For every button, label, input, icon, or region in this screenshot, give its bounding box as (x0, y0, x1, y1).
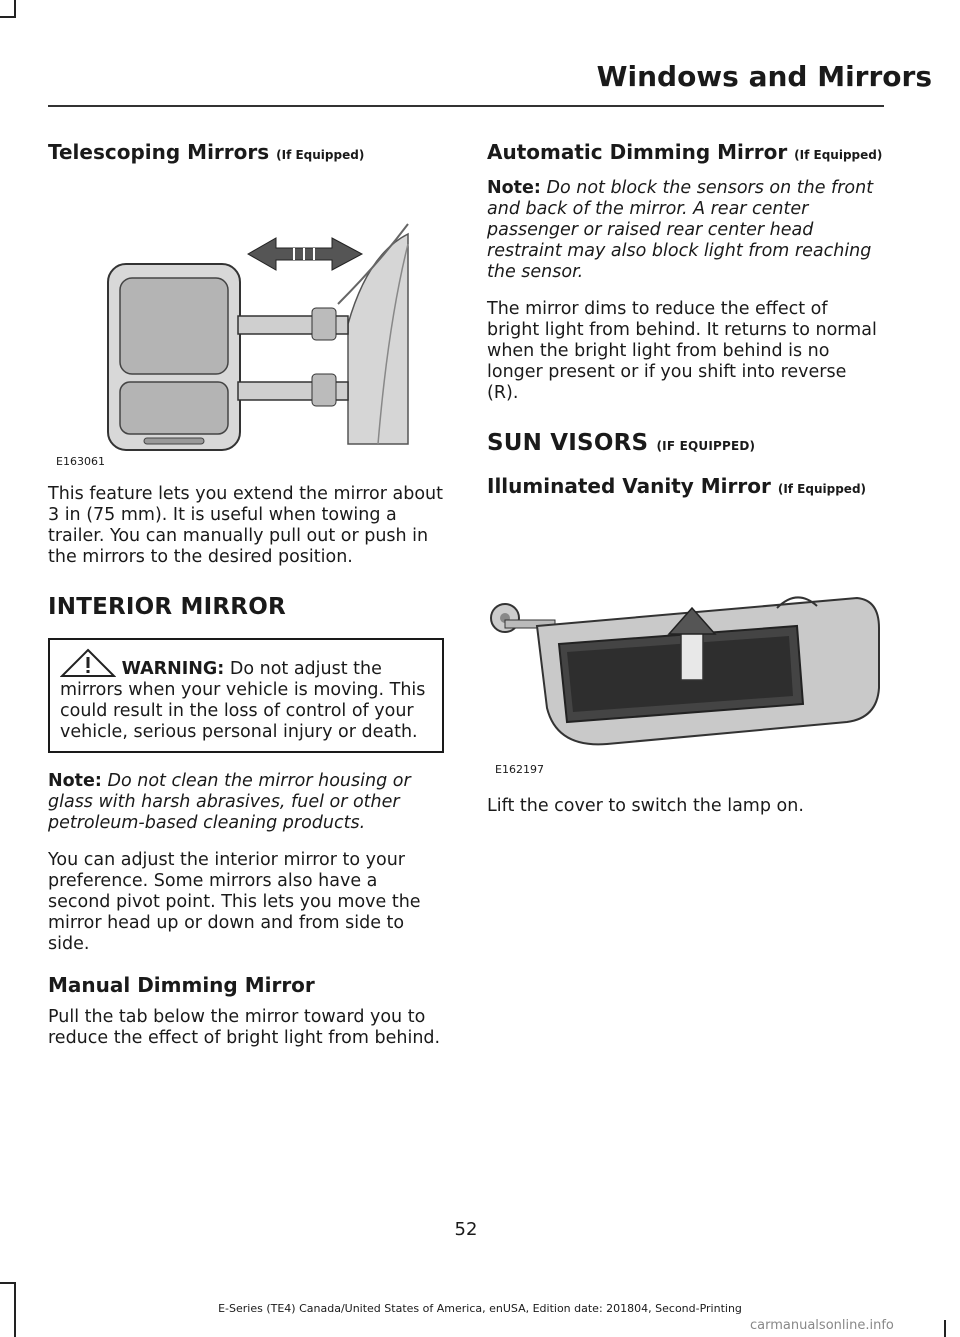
vanity-mirror-body: Lift the cover to switch the lamp on. (487, 796, 804, 816)
interior-body: You can adjust the interior mirror to your preference. Some mirrors also have a second pivot point. This lets you move the mirror head up or down and from side to side. (48, 850, 421, 954)
note-label: Note: (48, 771, 102, 791)
telescoping-body: This feature lets you extend the mirror about 3 in (75 mm). It is useful when towing a trailer. You can manually pull out or push in the mirrors to the desired position. (48, 484, 444, 567)
note-label: Note: (487, 178, 541, 198)
note-text: Do not clean the mirror housing or glass with harsh abrasives, fuel or other petroleum-based cleaning products. (48, 771, 411, 833)
warning-box (48, 638, 444, 753)
interior-mirror-heading: INTERIOR MIRROR (48, 594, 286, 620)
auto-dimming-body: The mirror dims to reduce the effect of bright light from behind. It returns to normal when the bright light from behind is no longer present or if you shift into reverse (R). (487, 299, 877, 403)
auto-dimming-note (487, 178, 883, 283)
telescoping-mirror-figure (48, 174, 444, 470)
watermark: carmanualsonline.info (750, 1318, 894, 1333)
vanity-mirror-heading: Illuminated Vanity Mirror (If Equipped) (487, 474, 867, 498)
sun-visors-heading: SUN VISORS (IF EQUIPPED) (487, 430, 756, 456)
warning-text: Do not adjust the mirrors when your vehicle is moving. This could result in the loss of control of your vehicle, serious personal injury or death. (60, 659, 426, 742)
warning-label: WARNING: (121, 659, 225, 679)
sun-visor-illustration (487, 508, 883, 778)
right-column (487, 140, 883, 833)
page-title: Windows and Mirrors (596, 60, 932, 93)
sun-visors-heading-suffix: (IF EQUIPPED) (656, 439, 756, 453)
vanity-mirror-figure (487, 508, 883, 778)
vanity-mirror-heading-suffix: (If Equipped) (777, 482, 867, 496)
page-number: 52 (454, 1219, 478, 1240)
left-column (48, 140, 444, 1065)
note-text: Do not block the sensors on the front and back of the mirror. A rear center passenger or raised rear center head restraint may also block light from reaching the sensor. (487, 178, 874, 282)
crop-mark (944, 1320, 946, 1337)
header-divider (48, 105, 884, 107)
auto-dimming-heading: Automatic Dimming Mirror (If Equipped) (487, 140, 883, 164)
telescoping-mirror-illustration (48, 174, 444, 470)
warning-triangle-icon (60, 648, 116, 678)
crop-mark (0, 16, 16, 18)
manual-dimming-heading: Manual Dimming Mirror (48, 973, 315, 997)
crop-mark (14, 0, 16, 16)
telescoping-heading-suffix: (If Equipped) (276, 148, 365, 162)
crop-mark (0, 1282, 16, 1284)
auto-dimming-heading-suffix: (If Equipped) (794, 148, 883, 162)
telescoping-heading: Telescoping Mirrors (If Equipped) (48, 140, 365, 164)
interior-note (48, 771, 444, 834)
manual-dimming-body: Pull the tab below the mirror toward you to reduce the effect of bright light from behind. (48, 1007, 441, 1048)
figure-code: E163061 (56, 455, 105, 468)
footer-edition: E-Series (TE4) Canada/United States of America, enUSA, Edition date: 201804, Second-Printing (218, 1302, 742, 1315)
figure-code: E162197 (495, 763, 544, 776)
